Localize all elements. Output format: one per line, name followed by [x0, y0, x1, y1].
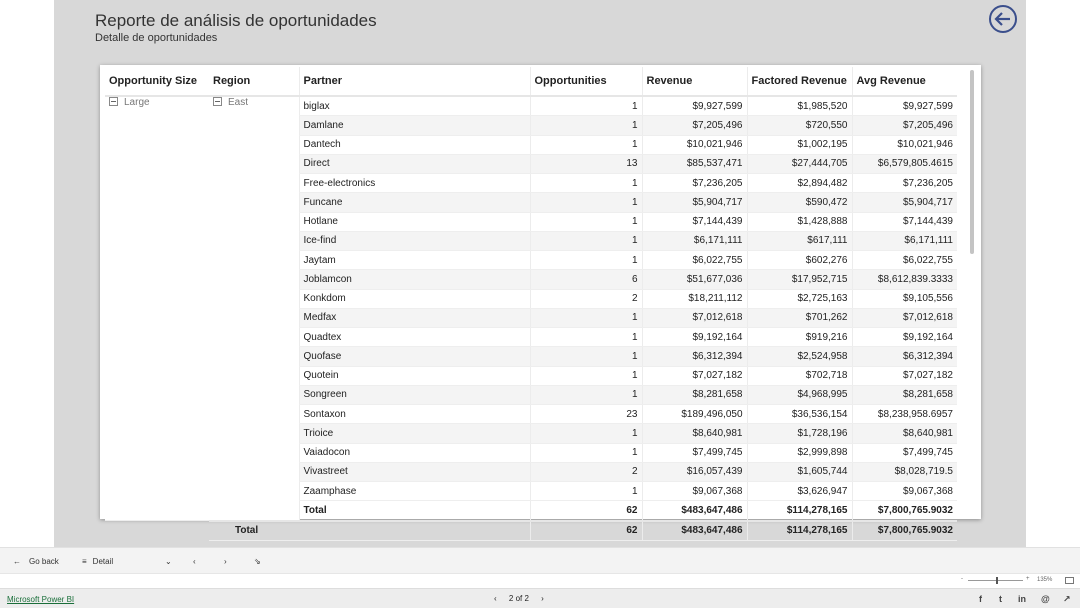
cell-revenue: $85,537,471	[642, 154, 747, 173]
page-selector-label: Detail	[92, 557, 114, 566]
cell-factored: $590,472	[747, 193, 852, 212]
cell-avg: $7,027,182	[852, 366, 957, 385]
cell-avg: $9,927,599	[852, 96, 957, 116]
cell-partner: Trioice	[299, 424, 530, 443]
region-total-avg: $7,800,765.9032	[852, 501, 957, 521]
cell-revenue: $6,022,755	[642, 251, 747, 270]
cell-partner: Songreen	[299, 385, 530, 404]
page-indicator: 2 of 2	[508, 594, 529, 603]
power-bi-link[interactable]: Microsoft Power BI	[7, 595, 75, 604]
chevron-left-icon[interactable]: ‹	[193, 557, 196, 566]
go-back-button[interactable]	[13, 557, 59, 566]
cell-avg: $10,021,946	[852, 135, 957, 154]
cell-avg: $9,105,556	[852, 289, 957, 308]
cell-opps: 23	[530, 405, 642, 424]
cell-factored: $702,718	[747, 366, 852, 385]
cell-partner: biglax	[299, 96, 530, 116]
collapse-toggle-icon[interactable]	[109, 97, 118, 106]
cell-revenue: $7,144,439	[642, 212, 747, 231]
cell-factored: $602,276	[747, 251, 852, 270]
cell-revenue: $9,067,368	[642, 482, 747, 501]
region-total-factored: $114,278,165	[747, 501, 852, 521]
cell-revenue: $9,192,164	[642, 328, 747, 347]
cell-partner: Joblamcon	[299, 270, 530, 289]
cell-opps: 1	[530, 193, 642, 212]
cell-avg: $9,067,368	[852, 482, 957, 501]
next-page-button[interactable]: ›	[541, 594, 544, 603]
cell-avg: $7,144,439	[852, 212, 957, 231]
collapse-toggle-icon[interactable]	[213, 97, 222, 106]
cell-partner: Konkdom	[299, 289, 530, 308]
collapse-icon[interactable]: ⇘	[254, 557, 261, 566]
cell-factored: $1,728,196	[747, 424, 852, 443]
cell-avg: $8,028,719.5	[852, 462, 957, 481]
cell-opps: 1	[530, 424, 642, 443]
region-total-label: Total	[299, 501, 530, 521]
cell-avg: $7,236,205	[852, 174, 957, 193]
header-opportunities[interactable]: Opportunities	[530, 67, 642, 96]
cell-revenue: $7,205,496	[642, 116, 747, 135]
header-region[interactable]: Region	[209, 67, 299, 96]
cell-opps: 13	[530, 154, 642, 173]
grand-total-label: Total	[209, 521, 530, 541]
report-title: Reporte de análisis de oportunidades	[95, 11, 377, 30]
chevron-down-icon[interactable]: ⌄	[165, 557, 172, 566]
region-group-cell	[209, 96, 299, 521]
cell-opps: 1	[530, 308, 642, 327]
cell-avg: $9,192,164	[852, 328, 957, 347]
cell-avg: $7,499,745	[852, 443, 957, 462]
cell-avg: $6,579,805.4615	[852, 154, 957, 173]
region-total-opps: 62	[530, 501, 642, 521]
zoom-value: 135%	[1037, 577, 1053, 583]
cell-opps: 1	[530, 174, 642, 193]
matrix-visual	[100, 65, 981, 537]
size-group-cell	[105, 96, 209, 521]
cell-revenue: $6,312,394	[642, 347, 747, 366]
table-row	[105, 96, 957, 116]
cell-avg: $6,022,755	[852, 251, 957, 270]
facebook-icon[interactable]: f	[979, 594, 982, 604]
cell-revenue: $7,499,745	[642, 443, 747, 462]
grand-total-spacer	[105, 521, 209, 541]
header-avg-revenue[interactable]: Avg Revenue	[852, 67, 957, 96]
cell-revenue: $7,027,182	[642, 366, 747, 385]
cell-factored: $2,524,958	[747, 347, 852, 366]
cell-factored: $4,968,995	[747, 385, 852, 404]
cell-opps: 1	[530, 251, 642, 270]
cell-revenue: $9,927,599	[642, 96, 747, 116]
cell-partner: Quofase	[299, 347, 530, 366]
cell-opps: 1	[530, 116, 642, 135]
page-selector[interactable]	[82, 557, 113, 566]
cell-partner: Ice-find	[299, 231, 530, 250]
cell-opps: 1	[530, 443, 642, 462]
cell-revenue: $7,236,205	[642, 174, 747, 193]
grand-total-row	[105, 521, 957, 541]
cell-revenue: $5,904,717	[642, 193, 747, 212]
cell-partner: Dantech	[299, 135, 530, 154]
cell-opps: 2	[530, 462, 642, 481]
cell-partner: Zaamphase	[299, 482, 530, 501]
zoom-bar	[0, 573, 1080, 588]
chevron-right-icon[interactable]: ›	[224, 557, 227, 566]
page-navigator	[494, 594, 544, 603]
cell-partner: Hotlane	[299, 212, 530, 231]
cell-avg: $8,238,958.6957	[852, 405, 957, 424]
cell-partner: Sontaxon	[299, 405, 530, 424]
cell-factored: $701,262	[747, 308, 852, 327]
cell-opps: 1	[530, 135, 642, 154]
prev-page-button[interactable]: ‹	[494, 594, 497, 603]
cell-factored: $1,002,195	[747, 135, 852, 154]
twitter-icon[interactable]: t	[999, 594, 1002, 604]
go-back-label: Go back	[29, 557, 59, 566]
linkedin-icon[interactable]: in	[1018, 594, 1026, 604]
cell-avg: $8,612,839.3333	[852, 270, 957, 289]
header-factored-revenue[interactable]: Factored Revenue	[747, 67, 852, 96]
cell-factored: $617,111	[747, 231, 852, 250]
cell-revenue: $51,677,036	[642, 270, 747, 289]
cell-partner: Jaytam	[299, 251, 530, 270]
cell-revenue: $189,496,050	[642, 405, 747, 424]
cell-partner: Funcane	[299, 193, 530, 212]
cell-revenue: $10,021,946	[642, 135, 747, 154]
cell-opps: 1	[530, 212, 642, 231]
cell-avg: $5,904,717	[852, 193, 957, 212]
size-group-label: Large	[124, 97, 150, 108]
cell-opps: 1	[530, 482, 642, 501]
cell-revenue: $18,211,112	[642, 289, 747, 308]
cell-revenue: $8,640,981	[642, 424, 747, 443]
cell-factored: $2,894,482	[747, 174, 852, 193]
cell-avg: $8,281,658	[852, 385, 957, 404]
cell-partner: Quadtex	[299, 328, 530, 347]
cell-factored: $36,536,154	[747, 405, 852, 424]
footer-bar	[0, 588, 1080, 608]
cell-revenue: $6,171,111	[642, 231, 747, 250]
report-canvas	[54, 0, 1026, 547]
cell-opps: 1	[530, 385, 642, 404]
cell-factored: $17,952,715	[747, 270, 852, 289]
zoom-slider-handle[interactable]	[996, 577, 998, 584]
header-revenue[interactable]: Revenue	[642, 67, 747, 96]
report-subtitle: Detalle de oportunidades	[95, 32, 218, 44]
cell-partner: Vaiadocon	[299, 443, 530, 462]
cell-partner: Medfax	[299, 308, 530, 327]
arrow-left-icon: ←	[13, 557, 21, 566]
cell-avg: $7,012,618	[852, 308, 957, 327]
zoom-in-button[interactable]: +	[1026, 576, 1030, 582]
region-total-revenue: $483,647,486	[642, 501, 747, 521]
zoom-out-button[interactable]: -	[961, 576, 963, 582]
cell-factored: $919,216	[747, 328, 852, 347]
back-arrow-icon[interactable]	[988, 4, 1018, 34]
grand-total-revenue: $483,647,486	[642, 521, 747, 541]
cell-avg: $6,312,394	[852, 347, 957, 366]
grand-total-opps: 62	[530, 521, 642, 541]
cell-revenue: $7,012,618	[642, 308, 747, 327]
cell-revenue: $16,057,439	[642, 462, 747, 481]
cell-factored: $3,626,947	[747, 482, 852, 501]
opportunity-matrix	[105, 67, 957, 541]
cell-factored: $2,999,898	[747, 443, 852, 462]
cell-opps: 1	[530, 96, 642, 116]
cell-avg: $7,205,496	[852, 116, 957, 135]
share-icon[interactable]: @	[1041, 594, 1050, 604]
cell-factored: $720,550	[747, 116, 852, 135]
report-nav-bar	[0, 547, 1080, 574]
fit-to-page-icon[interactable]	[1065, 577, 1074, 584]
list-icon: ≡	[82, 557, 87, 566]
cell-opps: 1	[530, 347, 642, 366]
cell-opps: 2	[530, 289, 642, 308]
cell-factored: $1,605,744	[747, 462, 852, 481]
cell-opps: 1	[530, 328, 642, 347]
expand-icon[interactable]: ↗	[1063, 594, 1071, 604]
region-group-label: East	[228, 97, 249, 108]
cell-partner: Direct	[299, 154, 530, 173]
cell-factored: $2,725,163	[747, 289, 852, 308]
cell-avg: $6,171,111	[852, 231, 957, 250]
header-opportunity-size[interactable]: Opportunity Size	[105, 67, 209, 96]
cell-opps: 1	[530, 231, 642, 250]
cell-opps: 6	[530, 270, 642, 289]
vertical-scrollbar[interactable]	[970, 70, 974, 254]
matrix-header-row	[105, 67, 957, 96]
header-partner[interactable]: Partner	[299, 67, 530, 96]
cell-partner: Quotein	[299, 366, 530, 385]
grand-total-avg: $7,800,765.9032	[852, 521, 957, 541]
cell-partner: Damlane	[299, 116, 530, 135]
grand-total-factored: $114,278,165	[747, 521, 852, 541]
cell-factored: $27,444,705	[747, 154, 852, 173]
cell-partner: Free-electronics	[299, 174, 530, 193]
cell-avg: $8,640,981	[852, 424, 957, 443]
cell-partner: Vivastreet	[299, 462, 530, 481]
cell-opps: 1	[530, 366, 642, 385]
cell-factored: $1,985,520	[747, 96, 852, 116]
cell-factored: $1,428,888	[747, 212, 852, 231]
cell-revenue: $8,281,658	[642, 385, 747, 404]
